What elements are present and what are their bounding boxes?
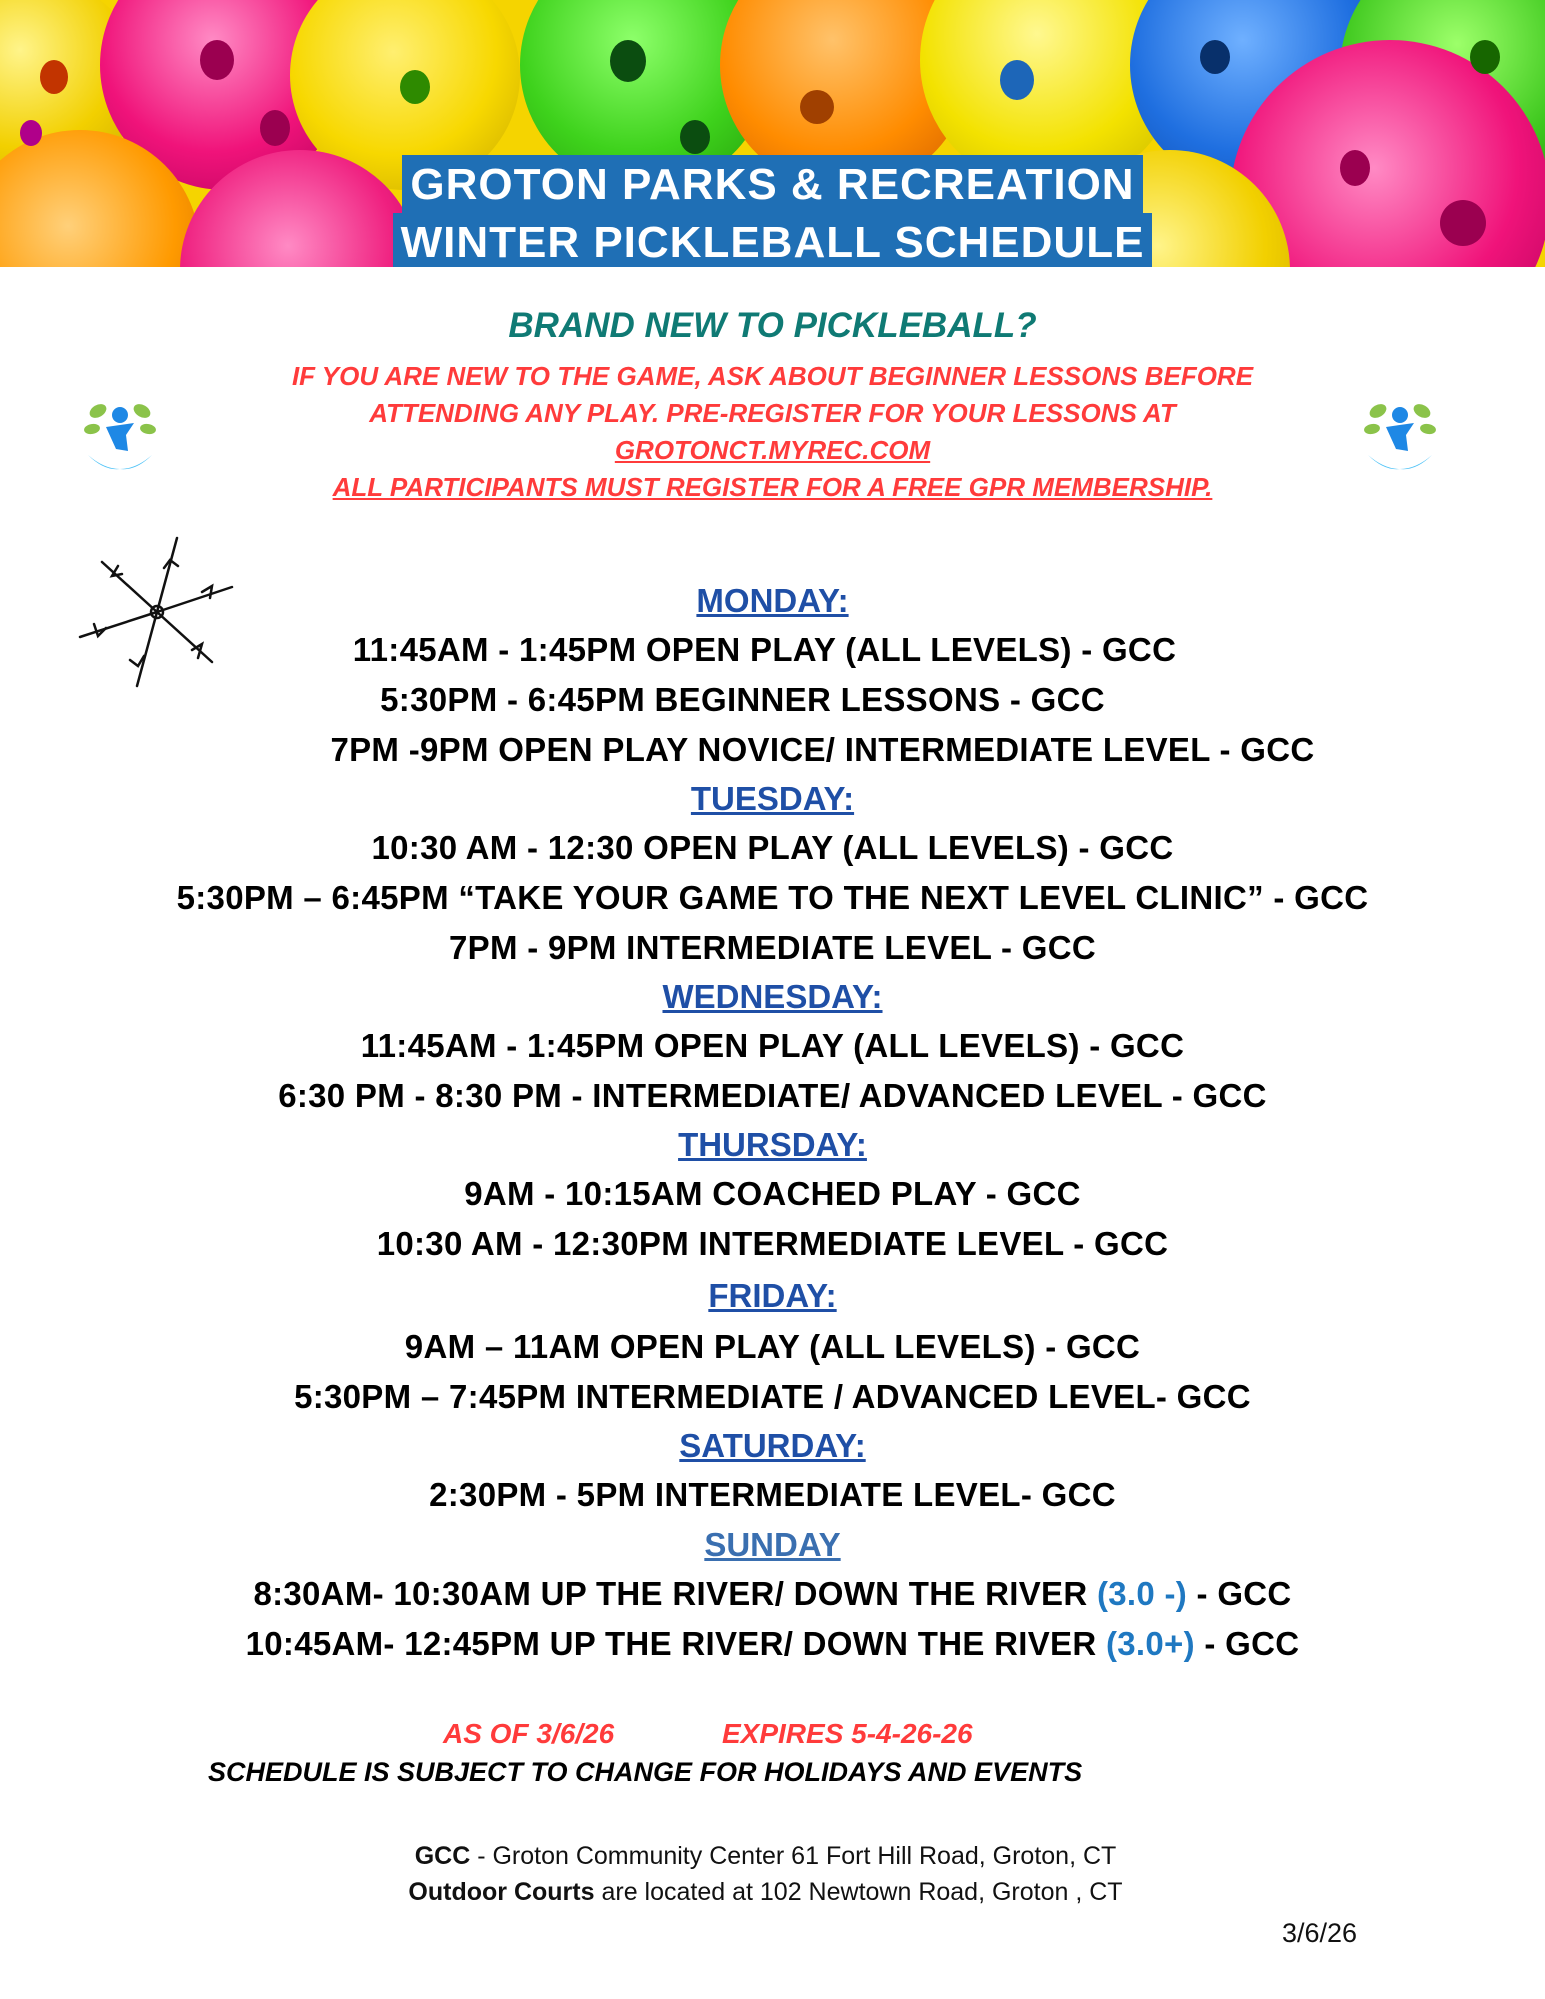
schedule-item: 10:30 AM - 12:30PM INTERMEDIATE LEVEL - GCC [376, 1225, 1169, 1262]
schedule-item: 6:30 PM - 8:30 PM - INTERMEDIATE/ ADVANCED LEVEL - GCC [278, 1077, 1267, 1114]
pickleball-banner [0, 0, 1545, 267]
intro-line-1: IF YOU ARE NEW TO THE GAME, ASK ABOUT BEGINNER LESSONS BEFORE [291, 361, 1254, 391]
day-sunday: SUNDAY [704, 1526, 841, 1563]
title-line-1: GROTON PARKS & RECREATION [402, 155, 1142, 213]
day-friday: FRIDAY: [708, 1277, 837, 1314]
day-monday: MONDAY: [696, 582, 849, 619]
schedule-item: 2:30PM - 5PM INTERMEDIATE LEVEL- GCC [429, 1476, 1116, 1513]
schedule-item: 5:30PM – 6:45PM “TAKE YOUR GAME TO THE NEXT LEVEL CLINIC” - GCC [176, 879, 1369, 916]
schedule-disclaimer: SCHEDULE IS SUBJECT TO CHANGE FOR HOLIDAYS AND EVENTS [208, 1757, 1083, 1787]
schedule-item: 9AM - 10:15AM COACHED PLAY - GCC [464, 1175, 1081, 1212]
level-badge: (3.0 -) [1096, 1575, 1188, 1612]
schedule-item: 11:45AM - 1:45PM OPEN PLAY (ALL LEVELS) - GCC [352, 631, 1177, 668]
membership-notice: ALL PARTICIPANTS MUST REGISTER FOR A FREE GPR MEMBERSHIP. [332, 472, 1213, 502]
day-wednesday: WEDNESDAY: [662, 978, 883, 1015]
document-date: 3/6/26 [1282, 1918, 1358, 1948]
schedule-item: 11:45AM - 1:45PM OPEN PLAY (ALL LEVELS) - GCC [360, 1027, 1185, 1064]
sunday-item-2-text: 10:45AM- 12:45PM UP THE RIVER/ DOWN THE RIVER [245, 1625, 1106, 1662]
schedule-item [0, 1575, 1545, 1613]
gcc-address-text: - Groton Community Center 61 Fort Hill Road, Groton, CT [470, 1842, 1117, 1870]
schedule-item: 7PM -9PM OPEN PLAY NOVICE/ INTERMEDIATE LEVEL - GCC [330, 731, 1315, 768]
intro-line-2: ATTENDING ANY PLAY. PRE-REGISTER FOR YOUR LESSONS AT [369, 398, 1176, 428]
outdoor-label: Outdoor Courts [408, 1878, 595, 1906]
sunday-item-1-text: 8:30AM- 10:30AM UP THE RIVER/ DOWN THE RIVER [253, 1575, 1097, 1612]
sunday-item-2-location: - GCC [1194, 1625, 1300, 1662]
schedule-item: 5:30PM - 6:45PM BEGINNER LESSONS - GCC [380, 681, 1105, 718]
outdoor-address-text: are located at 102 Newtown Road, Groton , CT [594, 1878, 1123, 1906]
outdoor-courts-address [0, 1878, 1538, 1907]
day-tuesday: TUESDAY: [690, 780, 855, 817]
day-saturday: SATURDAY: [679, 1427, 866, 1464]
registration-link[interactable]: GROTONCT.MYREC.COM [614, 435, 931, 465]
schedule-item [0, 1625, 1545, 1663]
schedule-item: 7PM - 9PM INTERMEDIATE LEVEL - GCC [448, 929, 1097, 966]
gcc-address [0, 1842, 1538, 1871]
intro-heading: BRAND NEW TO PICKLEBALL? [508, 306, 1037, 345]
expiration-date: EXPIRES 5-4-26-26 [722, 1718, 973, 1749]
title-block [0, 155, 1545, 267]
as-of-date: AS OF 3/6/26 [443, 1718, 615, 1749]
gpr-logo-icon [1360, 393, 1440, 479]
level-badge: (3.0+) [1105, 1625, 1195, 1662]
gcc-label: GCC [414, 1842, 471, 1870]
schedule-item: 9AM – 11AM OPEN PLAY (ALL LEVELS) - GCC [404, 1328, 1141, 1365]
gpr-logo-icon [80, 393, 160, 479]
title-line-2: WINTER PICKLEBALL SCHEDULE [393, 213, 1153, 267]
schedule-item: 5:30PM – 7:45PM INTERMEDIATE / ADVANCED LEVEL- GCC [294, 1378, 1251, 1415]
sunday-item-1-location: - GCC [1187, 1575, 1292, 1612]
day-thursday: THURSDAY: [678, 1126, 867, 1163]
schedule-item: 10:30 AM - 12:30 OPEN PLAY (ALL LEVELS) - GCC [371, 829, 1174, 866]
